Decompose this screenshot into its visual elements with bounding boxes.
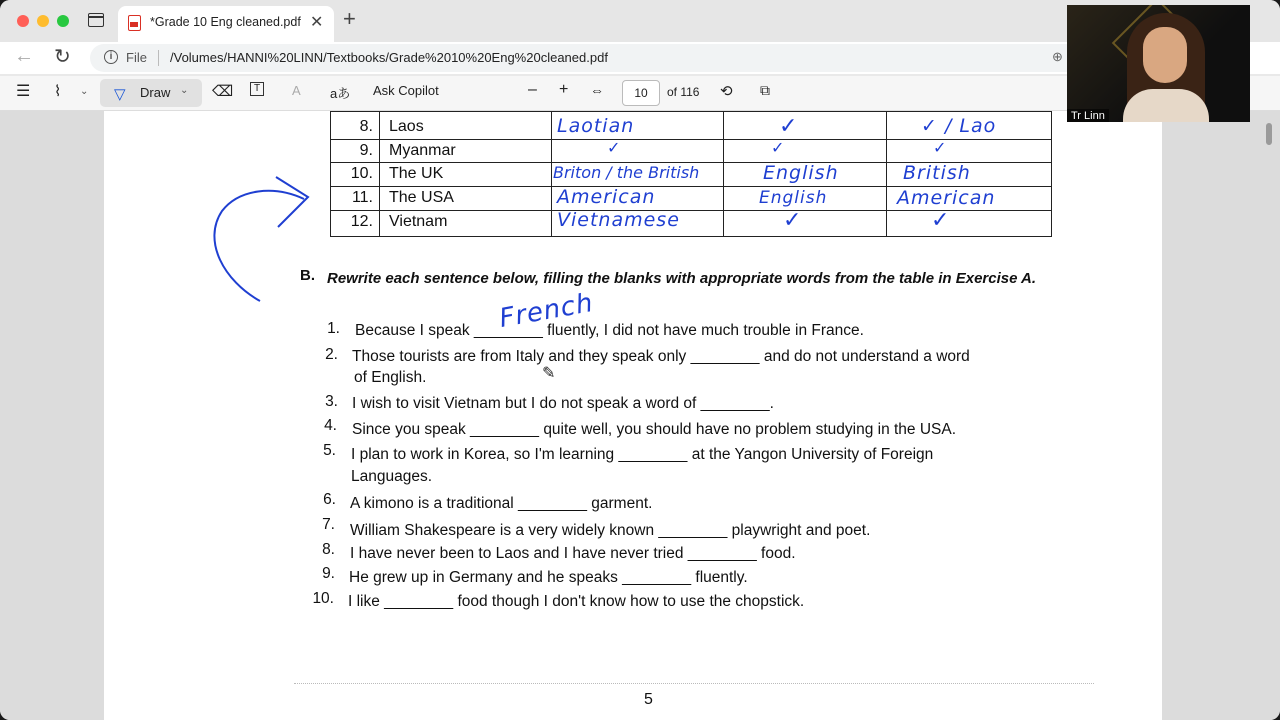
table-divider [379, 112, 380, 236]
question-text: I have never been to Laos and I have never tried ________ food. [350, 545, 796, 562]
minimize-window-button[interactable] [37, 15, 49, 27]
table-divider [886, 112, 887, 236]
table-row-number: 10. [350, 165, 373, 182]
handwritten-check: ✓ [779, 114, 798, 139]
close-tab-icon[interactable]: ✕ [310, 14, 324, 31]
question-text: Those tourists are from Italy and they speak only ________ and do not understand a word [352, 348, 970, 365]
text-style-icon[interactable]: A [292, 83, 301, 98]
person-face [1143, 27, 1187, 83]
draw-label: Draw [140, 85, 171, 100]
question-number: 1. [327, 320, 340, 337]
table-country: Laos [389, 118, 424, 135]
section-instruction: Rewrite each sentence below, filling the blanks with appropriate words from the table in Exercise A. [327, 270, 1037, 287]
back-icon[interactable]: ← [14, 45, 34, 67]
question-text: Since you speak ________ quite well, you should have no problem studying in the USA. [352, 421, 957, 438]
table-row-number: 12. [350, 213, 373, 230]
question-text: Because I speak ________ fluently, I did not have much trouble in France. [355, 322, 864, 339]
question-number: 4. [324, 417, 337, 434]
table-country: Myanmar [389, 142, 456, 159]
handwritten-answer: British [903, 162, 971, 184]
nationality-table [330, 111, 1052, 237]
page-footer-number: 5 [644, 691, 653, 708]
handwritten-check: ✓ [783, 208, 802, 233]
tab-title: *Grade 10 Eng cleaned.pdf [150, 15, 301, 29]
question-text: I plan to work in Korea, so I'm learning ________ at the Yangon University of Foreign [351, 446, 934, 463]
question-text-continued: Languages. [351, 468, 433, 485]
question-number: 8. [322, 541, 335, 558]
highlight-chevron-down-icon[interactable]: ⌄ [80, 86, 89, 97]
handwritten-answer: Briton / the British [553, 163, 700, 182]
table-row-number: 9. [359, 142, 373, 159]
url-text[interactable]: /Volumes/HANNI%20LINN/Textbooks/Grade%2010%20Eng%20cleaned.pdf [170, 50, 608, 65]
question-text: I wish to visit Vietnam but I do not speak a word of ________. [352, 395, 774, 412]
divider [158, 50, 159, 66]
ask-copilot-button[interactable]: Ask Copilot [373, 83, 439, 98]
video-feed[interactable] [1067, 5, 1250, 122]
tab-actions-icon[interactable] [88, 13, 104, 27]
question-text: I like ________ food though I don't know how to use the chopstick. [348, 593, 805, 610]
table-divider [723, 112, 724, 236]
table-country: Vietnam [389, 213, 448, 230]
page-number-input[interactable]: 10 [622, 80, 660, 106]
tab-pdf[interactable] [118, 6, 334, 42]
maximize-window-button[interactable] [57, 15, 69, 27]
hand-drawn-arrow [204, 171, 314, 303]
question-number: 3. [325, 393, 338, 410]
person-body [1123, 89, 1209, 122]
pdf-icon [128, 15, 141, 31]
zoom-in-button[interactable]: + [559, 81, 569, 98]
participant-name: Tr Linn [1067, 109, 1109, 122]
divider [294, 683, 1094, 685]
question-text: William Shakespeare is a very widely known ________ playwright and poet. [350, 522, 871, 539]
translate-icon[interactable]: aあ [330, 86, 351, 101]
reload-icon[interactable]: ↻ [54, 46, 71, 68]
info-icon[interactable]: i [104, 50, 118, 64]
table-country: The USA [389, 189, 454, 206]
eraser-icon[interactable]: ⌫ [212, 83, 234, 100]
table-row-number: 11. [351, 189, 373, 206]
question-text: He grew up in Germany and he speaks ________ fluently. [349, 569, 748, 586]
pen-cursor-icon: ✎ [542, 363, 557, 382]
zoom-icon[interactable]: ⊕ [1052, 49, 1063, 64]
handwritten-answer: American [557, 186, 656, 208]
handwritten-answer: English [763, 162, 839, 184]
question-number: 5. [323, 442, 336, 459]
page-view-icon[interactable]: ⧉ [760, 82, 770, 98]
question-number: 9. [322, 565, 335, 582]
rotate-icon[interactable]: ⟲ [720, 83, 733, 100]
handwritten-answer: Vietnamese [557, 209, 680, 231]
handwritten-check: ✓ [931, 208, 950, 233]
question-text: A kimono is a traditional ________ garment. [350, 495, 653, 512]
table-divider [551, 112, 552, 236]
handwritten-answer: English [759, 188, 828, 208]
highlight-icon[interactable]: ⌇ [54, 83, 62, 100]
handwritten-check: ✓ [771, 138, 785, 157]
zoom-out-button[interactable]: – [528, 81, 537, 98]
handwritten-check: ✓ [933, 138, 947, 157]
draw-button[interactable] [100, 79, 202, 107]
handwritten-check: ✓ [607, 138, 621, 157]
section-letter: B. [300, 267, 315, 284]
new-tab-icon[interactable]: + [343, 6, 356, 31]
table-country: The UK [389, 165, 444, 182]
page-total-label: of 116 [667, 85, 700, 99]
contents-icon[interactable]: ☰ [16, 83, 31, 100]
pdf-viewer[interactable] [0, 111, 1280, 720]
handwritten-answer: French [497, 287, 596, 335]
question-number: 6. [323, 491, 336, 508]
text-box-icon[interactable]: T [250, 82, 264, 96]
handwritten-answer: Laotian [557, 115, 635, 137]
fit-page-icon[interactable]: ⇔ [590, 82, 604, 98]
url-scheme-label: File [126, 50, 147, 65]
url-field[interactable] [90, 44, 1080, 72]
handwritten-answer: ✓ / Lao [921, 115, 997, 137]
question-text-continued: of English. [354, 369, 427, 386]
pen-icon: ▽ [114, 86, 126, 103]
question-number: 10. [312, 590, 334, 607]
scrollbar[interactable] [1266, 123, 1272, 145]
draw-chevron-down-icon[interactable]: ⌄ [180, 85, 189, 96]
question-number: 7. [322, 516, 335, 533]
handwritten-answer: American [897, 187, 996, 209]
table-row-number: 8. [359, 118, 373, 135]
pdf-page [104, 111, 1162, 720]
close-window-button[interactable] [17, 15, 29, 27]
question-number: 2. [325, 346, 338, 363]
